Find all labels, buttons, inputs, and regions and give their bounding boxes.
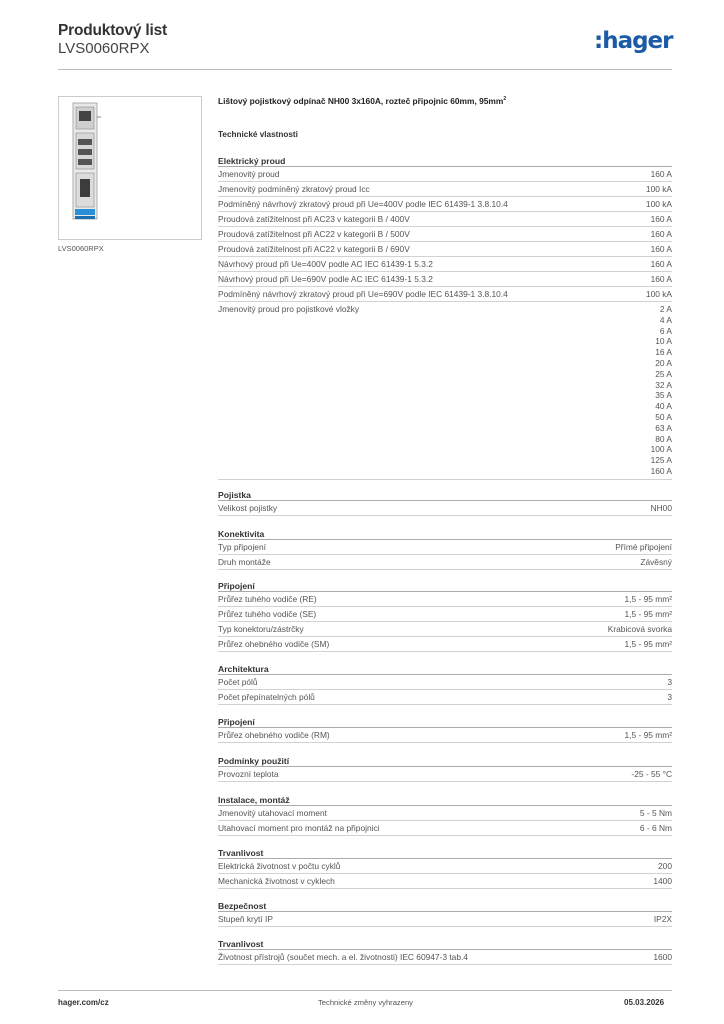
spec-row (218, 182, 672, 197)
header-divider (58, 69, 672, 70)
fuse-rating: 40 A (655, 401, 672, 412)
fuse-rating: 125 A (650, 455, 672, 466)
spec-value: 100 kA (645, 289, 672, 299)
spec-value: 100 kA (645, 199, 672, 209)
spec-label: Mechanická životnost v cyklech (218, 876, 335, 886)
spec-label: Průřez ohebného vodiče (SM) (218, 639, 330, 649)
fuse-rating: 2 A (659, 304, 672, 314)
spec-label: Podmíněný návrhový zkratový proud při Ue=690V podle IEC 61439-1 3.8.10.4 (218, 289, 508, 299)
spec-row (218, 874, 672, 889)
product-heading-text: Lištový pojistkový odpínač NH00 3x160A, rozteč připojnic 60mm, 95mm (218, 96, 504, 106)
section-connection (218, 580, 672, 652)
section-fuse (218, 489, 672, 516)
spec-row (218, 167, 672, 182)
fuse-switch-disconnector-illustration (59, 97, 203, 241)
spec-value: Závěsný (640, 557, 672, 567)
spec-label: Elektrická životnost v počtu cyklů (218, 861, 341, 871)
product-code: LVS0060RPX (58, 40, 150, 57)
spec-value: 1600 (653, 952, 672, 962)
spec-value: 160 A (650, 244, 672, 254)
section-title: Trvanlivost (218, 938, 672, 950)
technical-properties-heading: Technické vlastnosti (218, 130, 298, 139)
fuse-rating: 35 A (655, 390, 672, 401)
spec-value: 3 (667, 677, 672, 687)
spec-row (218, 806, 672, 821)
fuse-rating: 6 A (659, 325, 672, 336)
spec-row (218, 859, 672, 874)
page-title: Produktový list (58, 22, 167, 39)
section-title: Připojení (218, 580, 672, 592)
spec-value: 3 (667, 692, 672, 702)
fuse-rating: 25 A (655, 368, 672, 379)
spec-row-multi (218, 302, 672, 480)
footer-website: hager.com/cz (58, 998, 109, 1007)
fuse-rating: 50 A (655, 411, 672, 422)
footer-divider (58, 990, 672, 991)
spec-value: 160 A (650, 274, 672, 284)
spec-label: Proudová zatížitelnost při AC22 v kategorii B / 690V (218, 244, 410, 254)
spec-value: 160 A (650, 229, 672, 239)
spec-value: 6 - 6 Nm (639, 823, 672, 833)
section-title: Elektrický proud (218, 155, 672, 167)
spec-label: Životnost přístrojů (součet mech. a el. životnosti) IEC 60947-3 tab.4 (218, 952, 468, 962)
spec-row (218, 287, 672, 302)
fuse-rating: 16 A (655, 347, 672, 358)
spec-label: Proudová zatížitelnost při AC23 v kategorii B / 400V (218, 214, 410, 224)
section-installation (218, 794, 672, 836)
spec-row (218, 197, 672, 212)
fuse-rating: 32 A (655, 379, 672, 390)
spec-row (218, 821, 672, 836)
spec-label: Návrhový proud při Ue=690V podle AC IEC 61439-1 5.3.2 (218, 274, 433, 284)
spec-row (218, 912, 672, 927)
section-durability (218, 847, 672, 889)
fuse-rating: 63 A (655, 422, 672, 433)
section-title: Pojistka (218, 489, 672, 501)
spec-value: -25 - 55 °C (631, 769, 672, 779)
spec-value: Přímé připojení (615, 542, 672, 552)
spec-value-list (651, 304, 672, 477)
spec-value: 160 A (650, 259, 672, 269)
section-title: Konektivita (218, 528, 672, 540)
spec-label: Typ konektoru/zástrčky (218, 624, 304, 634)
section-electric-current (218, 155, 672, 480)
fuse-rating: 80 A (655, 433, 672, 444)
spec-label: Průřez ohebného vodiče (RM) (218, 730, 330, 740)
spec-label: Typ připojení (218, 542, 266, 552)
section-safety (218, 900, 672, 927)
spec-row (218, 592, 672, 607)
image-caption: LVS0060RPX (58, 244, 104, 253)
spec-row (218, 950, 672, 965)
spec-value: 5 - 5 Nm (639, 808, 672, 818)
spec-row (218, 690, 672, 705)
spec-label: Jmenovitý podmíněný zkratový proud Icc (218, 184, 370, 194)
spec-row (218, 728, 672, 743)
spec-value: 200 (658, 861, 672, 871)
spec-row (218, 607, 672, 622)
spec-label: Průřez tuhého vodiče (SE) (218, 609, 317, 619)
product-heading (218, 96, 506, 106)
spec-row (218, 242, 672, 257)
spec-value: 160 A (650, 214, 672, 224)
spec-row (218, 622, 672, 637)
section-title: Architektura (218, 663, 672, 675)
spec-row (218, 501, 672, 516)
spec-label: Provozní teplota (218, 769, 279, 779)
spec-value: 1,5 - 95 mm² (624, 609, 672, 619)
section-title: Bezpečnost (218, 900, 672, 912)
spec-label: Jmenovitý proud pro pojistkové vložky (218, 304, 360, 314)
spec-row (218, 212, 672, 227)
section-architecture (218, 663, 672, 705)
section-title: Trvanlivost (218, 847, 672, 859)
spec-label: Jmenovitý utahovací moment (218, 808, 327, 818)
product-image (58, 96, 202, 240)
spec-value: 1400 (653, 876, 672, 886)
spec-row (218, 257, 672, 272)
section-title: Podmínky použití (218, 755, 672, 767)
section-connection-flexible (218, 716, 672, 743)
spec-label: Velikost pojistky (218, 503, 278, 513)
section-durability-total (218, 938, 672, 965)
spec-value: 1,5 - 95 mm² (624, 730, 672, 740)
spec-value: IP2X (653, 914, 672, 924)
spec-label: Utahovací moment pro montáž na připojnici (218, 823, 380, 833)
fuse-rating: 10 A (655, 336, 672, 347)
footer-disclaimer: Technické změny vyhrazeny (318, 998, 413, 1007)
spec-label: Druh montáže (218, 557, 271, 567)
spec-label: Stupeň krytí IP (218, 914, 273, 924)
spec-label: Počet přepínatelných pólů (218, 692, 315, 702)
spec-value: 100 kA (645, 184, 672, 194)
fuse-rating: 100 A (650, 444, 672, 455)
fuse-rating: 4 A (659, 314, 672, 325)
spec-label: Průřez tuhého vodiče (RE) (218, 594, 317, 604)
spec-value: 1,5 - 95 mm² (624, 594, 672, 604)
spec-row (218, 272, 672, 287)
spec-row (218, 227, 672, 242)
spec-value: 1,5 - 95 mm² (624, 639, 672, 649)
spec-row (218, 540, 672, 555)
spec-row (218, 555, 672, 570)
footer-date: 05.03.2026 (624, 998, 665, 1007)
section-connectivity (218, 528, 672, 570)
spec-row (218, 637, 672, 652)
spec-label: Návrhový proud při Ue=400V podle AC IEC 61439-1 5.3.2 (218, 259, 433, 269)
product-heading-sup: 2 (503, 96, 507, 103)
fuse-rating: 160 A (650, 465, 672, 476)
hager-logo: :hager (594, 28, 673, 54)
section-operating-conditions (218, 755, 672, 782)
section-title: Instalace, montáž (218, 794, 672, 806)
spec-label: Proudová zatížitelnost při AC22 v kategorii B / 500V (218, 229, 410, 239)
spec-row (218, 767, 672, 782)
spec-value: NH00 (650, 503, 672, 513)
spec-label: Jmenovitý proud (218, 169, 280, 179)
spec-value: Krabicová svorka (607, 624, 672, 634)
spec-label: Podmíněný návrhový zkratový proud při Ue=400V podle IEC 61439-1 3.8.10.4 (218, 199, 508, 209)
fuse-rating: 20 A (655, 357, 672, 368)
spec-label: Počet pólů (218, 677, 258, 687)
section-title: Připojení (218, 716, 672, 728)
spec-row (218, 675, 672, 690)
spec-value: 160 A (650, 169, 672, 179)
